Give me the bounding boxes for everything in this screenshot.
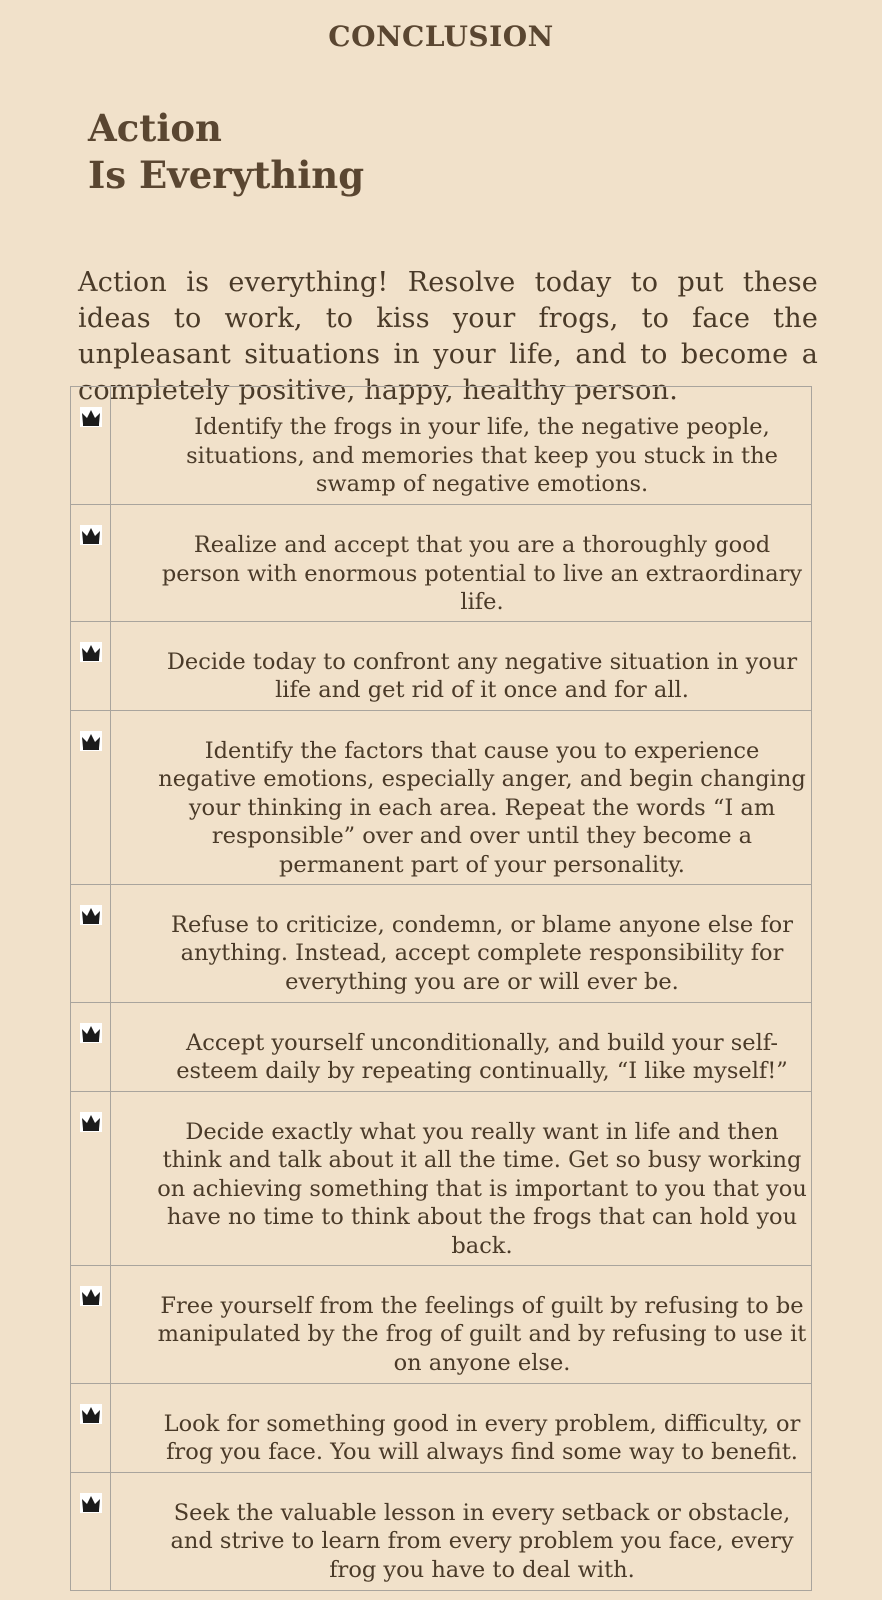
action-text: Free yourself from the feelings of guilt by refusing to be manipulated by the frog of guilt and by refusing to use it on anyone else. (111, 1265, 812, 1383)
crown-icon (71, 407, 110, 427)
action-text: Accept yourself unconditionally, and build your self-esteem daily by repeating continually, “I like myself!” (111, 1002, 812, 1091)
action-row (71, 1472, 812, 1590)
crown-icon (71, 1493, 110, 1513)
action-text: Decide exactly what you really want in life and then think and talk about it all the time. Get so busy working on achieving something that is important to you that you have no time to think about the frogs that can hold you back. (111, 1091, 812, 1265)
crown-icon (71, 642, 110, 662)
chapter-title (88, 105, 364, 199)
action-row (71, 1265, 812, 1383)
action-text: Refuse to criticize, condemn, or blame anyone else for anything. Instead, accept complete responsibility for everything you are or will ever be. (111, 884, 812, 1002)
action-text: Identify the frogs in your life, the negative people, situations, and memories that keep you stuck in the swamp of negative emotions. (111, 387, 812, 505)
action-text: Decide today to confront any negative situation in your life and get rid of it once and for all. (111, 621, 812, 710)
action-text: Realize and accept that you are a thoroughly good person with enormous potential to live an extraordinary life. (111, 505, 812, 622)
crown-icon (71, 1112, 110, 1132)
crown-icon (71, 1023, 110, 1043)
action-row (71, 621, 812, 710)
intro-paragraph: Action is everything! Resolve today to put these ideas to work, to kiss your frogs, to face the unpleasant situations in your life, and to become a completely positive, happy, healthy person. (78, 267, 818, 406)
section-label: CONCLUSION (328, 20, 554, 53)
crown-icon (71, 1404, 110, 1424)
crown-icon (71, 1286, 110, 1306)
chapter-title-line-2: Is Everything (88, 153, 365, 197)
chapter-title-line-1: Action (88, 106, 222, 150)
action-text: Identify the factors that cause you to experience negative emotions, especially anger, and begin changing your thinking in each area. Repeat the words “I am responsible” over and over until they become a permanent part of your personality. (111, 710, 812, 884)
action-text: Look for something good in every problem, difficulty, or frog you face. You will always find some way to benefit. (111, 1383, 812, 1472)
action-row (71, 710, 812, 884)
action-steps-table (70, 386, 812, 1591)
action-text: Seek the valuable lesson in every setback or obstacle, and strive to learn from every problem you face, every frog you have to deal with. (111, 1472, 812, 1590)
action-row (71, 1383, 812, 1472)
action-row (71, 505, 812, 622)
action-row (71, 387, 812, 505)
action-row (71, 884, 812, 1002)
crown-icon (71, 905, 110, 925)
action-row (71, 1091, 812, 1265)
crown-icon (71, 731, 110, 751)
crown-icon (71, 525, 110, 545)
action-row (71, 1002, 812, 1091)
